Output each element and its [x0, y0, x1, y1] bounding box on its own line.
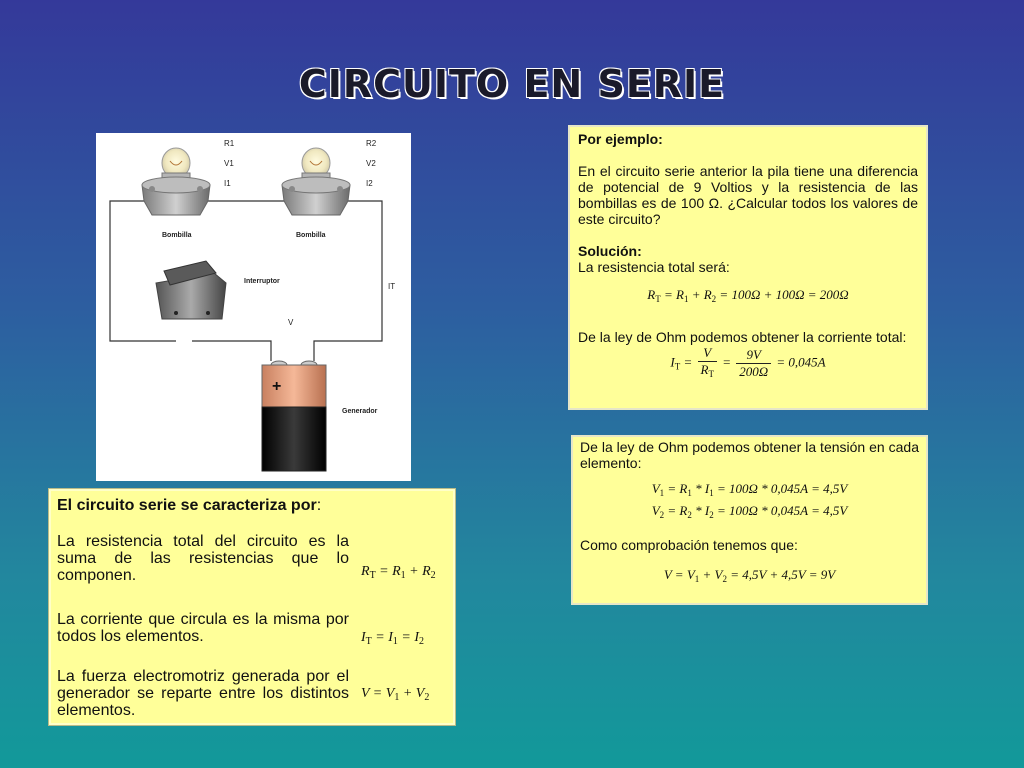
label-r1: R1 — [224, 139, 235, 148]
features-heading: El circuito serie se caracteriza por — [57, 497, 317, 514]
equation-v: $V = V_1 + V_2 = 4,5V + 4,5V = 9V$ — [663, 567, 836, 584]
label-r2: R2 — [366, 139, 377, 148]
bulb-2 — [282, 148, 350, 215]
voltages-intro: De la ley de Ohm podemos obtener la tensión en cada elemento: — [580, 439, 919, 471]
features-heading-suffix: : — [316, 497, 322, 514]
feature-equation-3: $V = V_1 + V_2$ — [361, 686, 430, 703]
voltages-panel — [571, 435, 928, 605]
switch — [156, 261, 226, 319]
label-bulb-1: Bombilla — [162, 232, 192, 239]
features-heading-row — [57, 497, 321, 514]
label-i1: I1 — [224, 179, 231, 188]
equation-it: $I_T$ = $\frac{V}{R_T}$ = $\frac{9V}{200\Omega}$ = 0,045A — [670, 345, 826, 379]
label-it: IT — [388, 282, 396, 291]
label-plus: + — [272, 378, 282, 395]
feature-equation-2: $I_T = I_1 = I_2$ — [361, 630, 424, 647]
ohm-text: De la ley de Ohm podemos obtener la corriente total: — [578, 329, 907, 345]
solution-heading: Solución: — [578, 243, 642, 259]
equation-v1: $V_1 = R_1 * I_1 = 100\Omega * 0,045A = 4,5V$ — [651, 481, 848, 498]
circuit-diagram — [96, 133, 411, 481]
example-statement: En el circuito serie anterior la pila tiene una diferencia de potencial de 9 Voltios y la resistencia de las bombillas es de 100 Ω. ¿Calcular todos los valores de este circuito? — [578, 163, 918, 227]
feature-equation-1: $R_T = R_1 + R_2$ — [361, 564, 436, 581]
example-heading: Por ejemplo: — [578, 131, 663, 147]
slide-title: CIRCUITO EN SERIE — [298, 62, 726, 106]
example-panel — [568, 125, 928, 410]
label-generator: Generador — [342, 408, 378, 415]
equation-rt: $R_T = R_1 + R_2 = 100\Omega + 100\Omega = 200\Omega$ — [647, 287, 849, 304]
circuit-svg — [96, 133, 411, 481]
features-panel — [48, 488, 456, 726]
feature-item-3: La fuerza electromotriz generada por el generador se reparte entre los distintos elementos. — [57, 668, 349, 719]
solution-text: La resistencia total será: — [578, 259, 730, 275]
bulb-1 — [142, 148, 210, 215]
check-text: Como comprobación tenemos que: — [580, 537, 798, 553]
label-v: V — [288, 318, 294, 327]
equation-v2: $V_2 = R_2 * I_2 = 100\Omega * 0,045A = 4,5V$ — [651, 503, 848, 520]
feature-item-1: La resistencia total del circuito es la suma de las resistencias que lo componen. — [57, 533, 349, 584]
label-switch: Interruptor — [244, 278, 280, 285]
label-i2: I2 — [366, 179, 373, 188]
label-bulb-2: Bombilla — [296, 232, 326, 239]
label-v1: V1 — [224, 159, 234, 168]
label-v2: V2 — [366, 159, 376, 168]
feature-item-2: La corriente que circula es la misma por todos los elementos. — [57, 611, 349, 645]
